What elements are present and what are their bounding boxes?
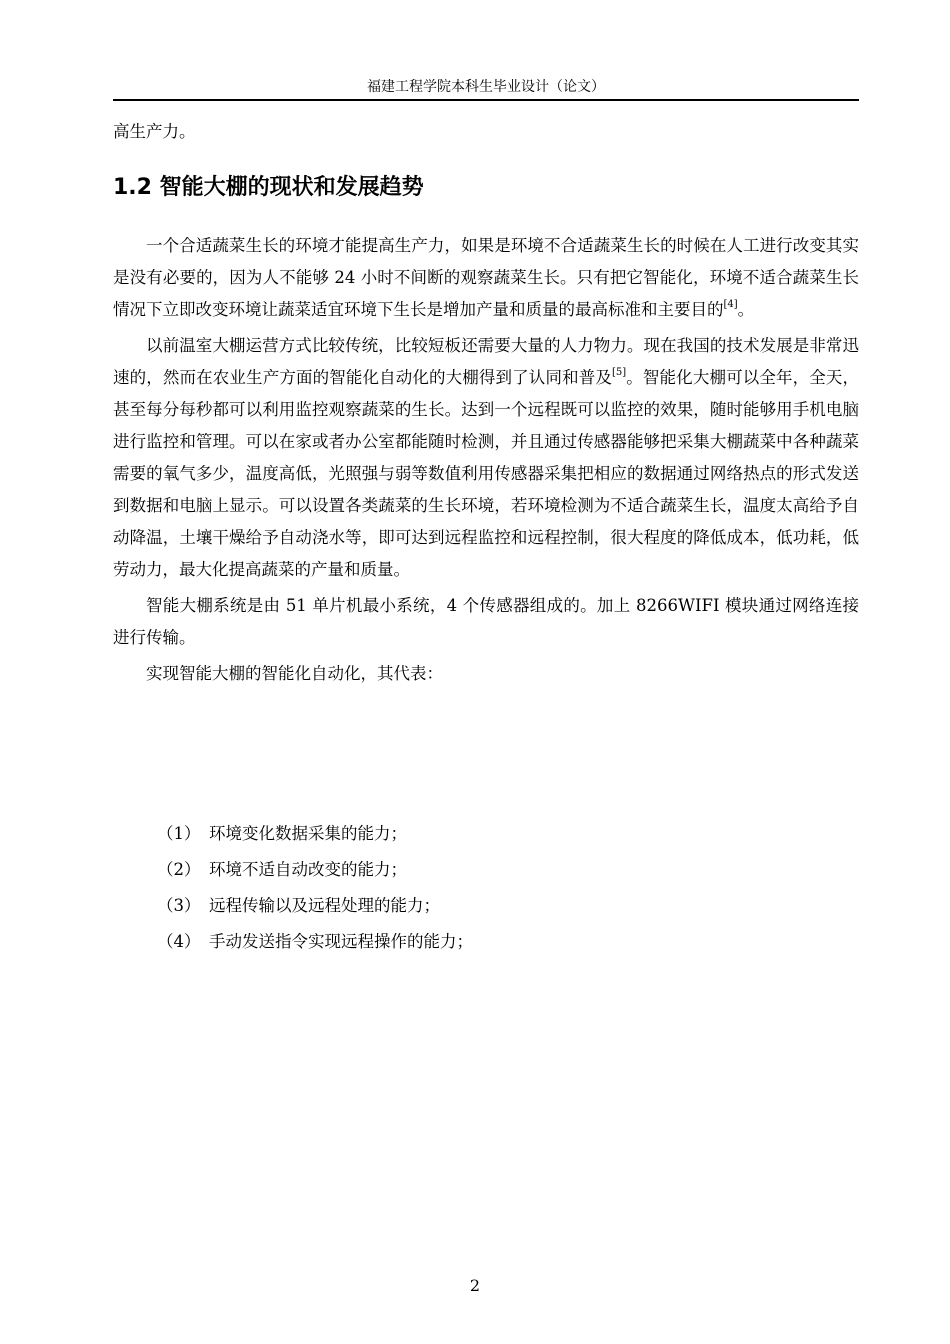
continuation-text: 高生产力。 xyxy=(113,122,196,141)
header-rule xyxy=(113,99,859,101)
capability-list xyxy=(113,822,859,966)
page-header-title: 福建工程学院本科生毕业设计（论文） xyxy=(367,79,605,95)
list-item-number: （2） xyxy=(157,860,201,879)
list-item-text: 手动发送指令实现远程操作的能力； xyxy=(209,932,473,951)
body-text xyxy=(113,230,859,694)
list-item-text: 环境不适自动改变的能力； xyxy=(209,860,407,879)
list-item-number: （4） xyxy=(157,932,201,951)
paragraph-2-text-b: 。智能化大棚可以全年，全天，甚至每分每秒都可以利用监控观察蔬菜的生长。达到一个远程既可以监控的效果，随时能够用手机电脑进行监控和管理。可以在家或者办公室都能随时检测，并且通过传感器能够把采集大棚蔬菜中各种蔬菜需要的氧气多少，温度高低，光照强与弱等数值利用传感器采集把相应的数据通过网络热点的形式发送到数据和电脑上显示。可以设置各类蔬菜的生长环境，若环境检测为不适合蔬菜生长，温度太高给予自动降温，土壤干燥给予自动浇水等，即可达到远程监控和远程控制，很大程度的降低成本，低功耗，低劳动力，最大化提高蔬菜的产量和质量。 xyxy=(113,368,860,579)
list-item-text: 环境变化数据采集的能力； xyxy=(209,824,407,843)
paragraph-3: 智能大棚系统是由 51 单片机最小系统，4 个传感器组成的。加上 8266WIFI 模块通过网络连接进行传输。 xyxy=(113,596,859,647)
list-item xyxy=(113,822,859,858)
citation-5: [5] xyxy=(611,367,627,378)
section-heading: 1.2 智能大棚的现状和发展趋势 xyxy=(113,175,424,200)
paragraph-1-text: 一个合适蔬菜生长的环境才能提高生产力，如果是环境不合适蔬菜生长的时候在人工进行改变其实是没有必要的，因为人不能够 24 小时不间断的观察蔬菜生长。只有把它智能化，环境不适合蔬菜生长情况下立即改变环境让蔬菜适宜环境下生长是增加产量和质量的最高标准和主要目的 xyxy=(113,236,859,319)
paragraph-1-end: 。 xyxy=(737,300,755,319)
page-number: 2 xyxy=(469,1276,481,1295)
list-item xyxy=(113,858,859,894)
list-item xyxy=(113,894,859,930)
paragraph-2-text-a: 以前温室大棚运营方式比较传统，比较短板还需要大量的人力物力。现在我国的技术发展是非常迅速的，然而在农业生产方面的智能化自动化的大棚得到了认同和普及 xyxy=(113,336,859,387)
list-item-text: 远程传输以及远程处理的能力； xyxy=(209,896,440,915)
list-item-number: （1） xyxy=(157,824,201,843)
paragraph-4: 实现智能大棚的智能化自动化，其代表： xyxy=(146,664,443,683)
list-item-number: （3） xyxy=(157,896,201,915)
list-item xyxy=(113,930,859,966)
paragraph-1 xyxy=(113,230,859,326)
citation-4: [4] xyxy=(723,299,738,310)
paragraph-2 xyxy=(113,330,859,586)
